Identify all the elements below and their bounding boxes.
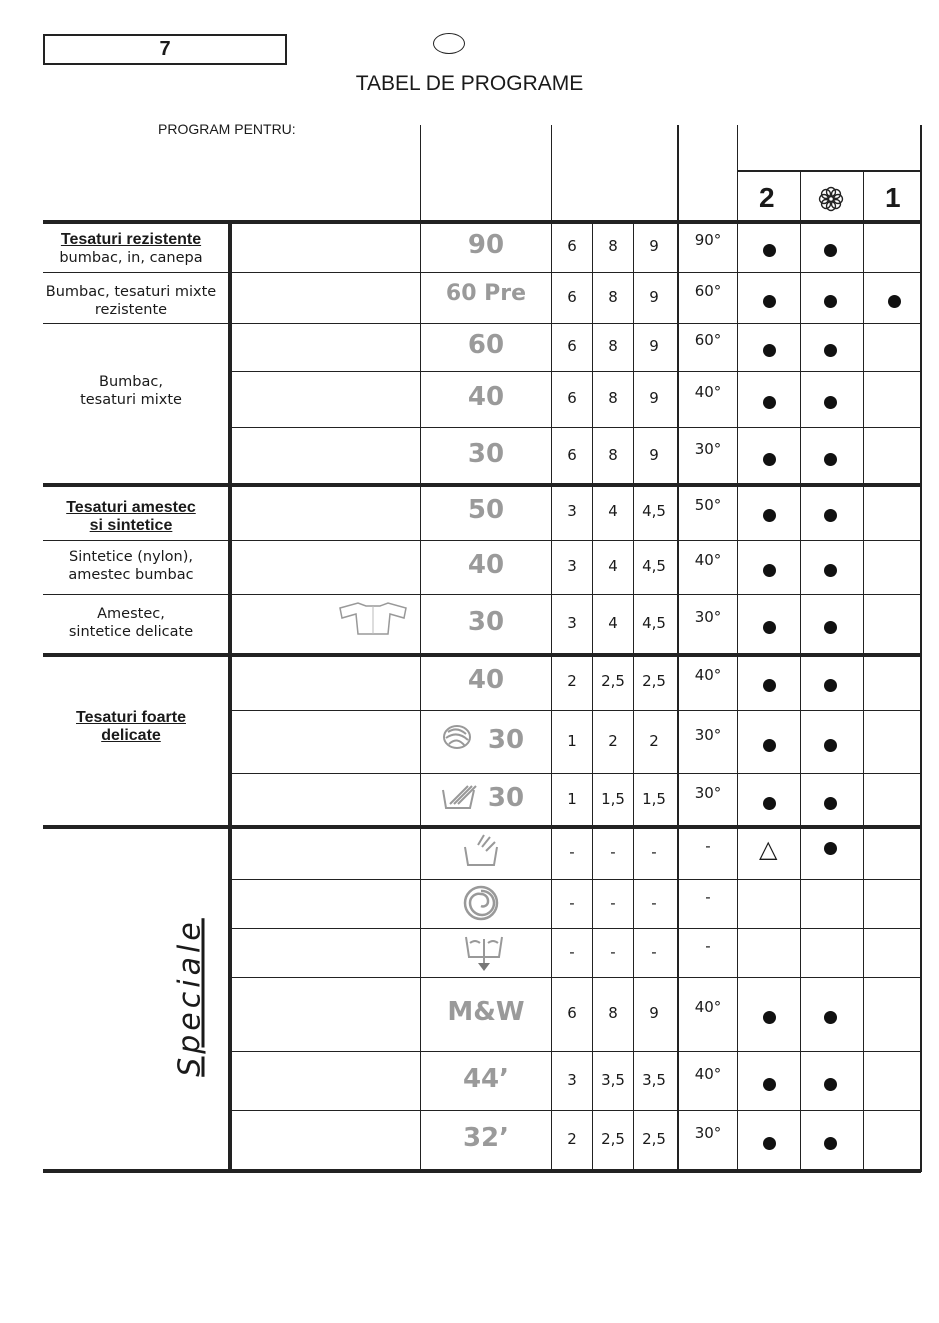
program-label: 50 (467, 495, 505, 525)
detergent-2-dot (763, 739, 776, 752)
program-label: M&W (447, 997, 525, 1027)
load-value-c: 9 (649, 389, 659, 407)
program-label: 60 Pre (445, 280, 527, 306)
temperature: 30° (694, 608, 722, 626)
load-value-c: 2,5 (642, 1130, 666, 1148)
group-text: tesaturi mixte (80, 392, 182, 408)
row-divider (228, 773, 921, 774)
load-value-b: - (610, 842, 616, 861)
group-text: sintetice delicate (68, 624, 194, 640)
warning-triangle: △ (759, 834, 778, 863)
load-value-a: 6 (567, 337, 577, 355)
load-value-b: - (610, 942, 616, 961)
flower-icon (818, 186, 844, 216)
load-value-b: 8 (608, 445, 618, 464)
spin-icon (462, 884, 500, 926)
program-label: 40 (467, 550, 505, 580)
detergent-2-dot (763, 453, 776, 466)
softener-dot (824, 797, 837, 810)
load-value-a: - (569, 893, 575, 912)
group-special: Speciale (172, 918, 208, 1077)
load-value-b: 8 (608, 337, 618, 355)
detergent-1-dot (888, 295, 901, 308)
row-divider (228, 1110, 921, 1111)
temperature: 30° (694, 783, 722, 802)
load-value-c: 9 (649, 287, 659, 306)
temperature: 40° (694, 551, 722, 569)
load-value-a: - (569, 942, 575, 961)
load-value-b: 8 (608, 389, 618, 407)
temperature: 30° (694, 439, 722, 458)
page-number: 7 (159, 38, 171, 60)
row-divider (228, 1051, 921, 1052)
softener-dot (824, 842, 837, 855)
load-value-a: 6 (567, 389, 577, 407)
load-value-b: 3,5 (601, 1070, 625, 1089)
program-label: 30 (467, 438, 505, 469)
drain-icon (462, 933, 506, 977)
group-title: Tesaturi foarte (76, 709, 186, 726)
load-value-b: 2 (608, 731, 618, 750)
group-text: Sintetice (nylon), (68, 549, 194, 565)
load-value-c: 1,5 (642, 789, 666, 808)
load-value-c: - (651, 893, 657, 912)
load-value-c: 2,5 (642, 672, 666, 690)
temperature: 40° (694, 998, 722, 1016)
group-resistant-sub: bumbac, in, canepa (59, 250, 203, 266)
temperature: 40° (694, 666, 722, 684)
group-divider (43, 825, 921, 829)
detergent-2-dot (763, 621, 776, 634)
group-synthetic (43, 499, 219, 535)
softener-dot (824, 396, 837, 409)
load-value-c: - (651, 942, 657, 961)
softener-dot (824, 739, 837, 752)
load-value-a: 2 (567, 1130, 577, 1148)
detergent-2-dot (763, 797, 776, 810)
load-value-c: 9 (649, 445, 659, 464)
load-value-a: 3 (567, 557, 577, 575)
load-value-c: 3,5 (642, 1070, 666, 1089)
group-divider (43, 220, 921, 224)
temperature: 30° (694, 725, 722, 744)
group-nylon (43, 548, 219, 584)
detergent-2-dot (763, 564, 776, 577)
row-divider (228, 272, 921, 273)
group-title: Tesaturi amestec (66, 499, 196, 516)
language-oval (433, 33, 465, 54)
temperature: - (705, 887, 711, 906)
detergent-2-header: 2 (759, 182, 775, 213)
program-label: 90 (467, 229, 505, 260)
load-value-c: - (651, 842, 657, 861)
softener-dot (824, 564, 837, 577)
column-divider (863, 170, 864, 1172)
detergent-2-dot (763, 1078, 776, 1091)
page-title: TABEL DE PROGRAME (355, 72, 584, 95)
load-value-b: 8 (608, 1004, 618, 1022)
load-value-a: - (569, 842, 575, 861)
row-divider (228, 540, 921, 541)
group-text: Bumbac, (99, 374, 163, 390)
group-divider (43, 1169, 921, 1173)
label-divider (43, 540, 228, 541)
detergent-2-dot (763, 396, 776, 409)
column-divider (592, 221, 593, 1172)
load-value-a: 6 (567, 445, 577, 464)
load-value-a: 1 (567, 789, 577, 808)
group-divider (43, 653, 921, 657)
detergent-2-dot (763, 679, 776, 692)
load-value-b: 2,5 (601, 1130, 625, 1148)
page-number-box (43, 34, 287, 65)
group-delicate-synthetic (43, 605, 219, 641)
load-value-c: 9 (649, 236, 659, 255)
row-divider (228, 323, 921, 324)
group-cotton-mixed (43, 373, 219, 409)
program-label: 44’ (462, 1063, 510, 1094)
load-value-a: 2 (567, 672, 577, 690)
softener-dot (824, 679, 837, 692)
detergent-2-dot (763, 509, 776, 522)
header-divider (737, 170, 921, 172)
row-divider (228, 710, 921, 711)
group-very-delicate (43, 709, 219, 745)
program-label: 30 (487, 724, 525, 755)
load-value-c: 4,5 (642, 557, 666, 575)
label-divider (43, 272, 228, 273)
temperature: 40° (694, 383, 722, 401)
temperature: 30° (694, 1124, 722, 1142)
group-text: amestec bumbac (68, 567, 194, 583)
group-cotton-mixed-resistant (43, 283, 219, 319)
softener-dot (824, 1078, 837, 1091)
detergent-1-header: 1 (885, 182, 901, 213)
detergent-2-dot (763, 1137, 776, 1150)
temperature: - (705, 936, 711, 955)
temperature: 60° (694, 331, 722, 349)
softener-dot (824, 621, 837, 634)
softener-dot (824, 509, 837, 522)
program-label: 30 (487, 782, 525, 813)
group-text: rezistente (94, 302, 168, 318)
load-value-b: - (610, 893, 616, 912)
group-resistant (43, 231, 219, 267)
temperature: 90° (694, 230, 722, 249)
program-label: 32’ (462, 1123, 510, 1153)
temperature: 40° (694, 1064, 722, 1083)
row-divider (228, 594, 921, 595)
row-divider (228, 371, 921, 372)
row-divider (228, 928, 921, 929)
detergent-2-dot (763, 1011, 776, 1024)
group-title: si sintetice (89, 517, 173, 534)
rinse-icon (462, 833, 502, 871)
program-for-label: PROGRAM PENTRU: (158, 121, 296, 137)
load-value-c: 9 (649, 337, 659, 355)
group-resistant-title: Tesaturi rezistente (60, 231, 202, 248)
load-value-b: 8 (608, 287, 618, 306)
softener-dot (824, 1011, 837, 1024)
load-value-b: 2,5 (601, 672, 625, 690)
load-value-c: 9 (649, 1004, 659, 1022)
column-divider (737, 125, 738, 1172)
load-value-a: 6 (567, 236, 577, 255)
column-divider (800, 170, 801, 1172)
detergent-2-dot (763, 344, 776, 357)
load-value-a: 3 (567, 502, 577, 520)
load-value-a: 6 (567, 287, 577, 306)
label-divider (43, 323, 228, 324)
softener-dot (824, 344, 837, 357)
temperature: 60° (694, 281, 722, 300)
group-title: delicate (101, 727, 161, 744)
temperature: - (705, 836, 711, 855)
load-value-a: 3 (567, 1070, 577, 1089)
group-text: Bumbac, tesaturi mixte (45, 284, 217, 300)
detergent-2-dot (763, 244, 776, 257)
softener-dot (824, 1137, 837, 1150)
program-label: 40 (467, 382, 505, 412)
temperature: 50° (694, 496, 722, 514)
program-label: 40 (467, 665, 505, 695)
detergent-2-dot (763, 295, 776, 308)
load-value-c: 2 (649, 731, 659, 750)
row-divider (228, 977, 921, 978)
softener-dot (824, 453, 837, 466)
load-value-c: 4,5 (642, 502, 666, 520)
label-divider (43, 594, 228, 595)
group-text: Amestec, (97, 606, 165, 622)
load-value-a: 3 (567, 614, 577, 632)
load-value-b: 4 (608, 614, 618, 632)
row-divider (228, 427, 921, 428)
load-value-b: 8 (608, 236, 618, 255)
load-value-c: 4,5 (642, 614, 666, 632)
softener-dot (824, 244, 837, 257)
program-label: 30 (467, 607, 505, 637)
column-divider (920, 125, 922, 1172)
program-label: 60 (467, 330, 505, 360)
row-divider (228, 879, 921, 880)
shirt-icon (338, 600, 408, 640)
load-value-b: 4 (608, 502, 618, 520)
load-value-a: 6 (567, 1004, 577, 1022)
load-value-a: 1 (567, 731, 577, 750)
group-divider (43, 483, 921, 487)
load-value-b: 1,5 (601, 789, 625, 808)
label-column-divider (228, 221, 232, 1172)
column-divider (633, 221, 634, 1172)
load-value-b: 4 (608, 557, 618, 575)
softener-dot (824, 295, 837, 308)
